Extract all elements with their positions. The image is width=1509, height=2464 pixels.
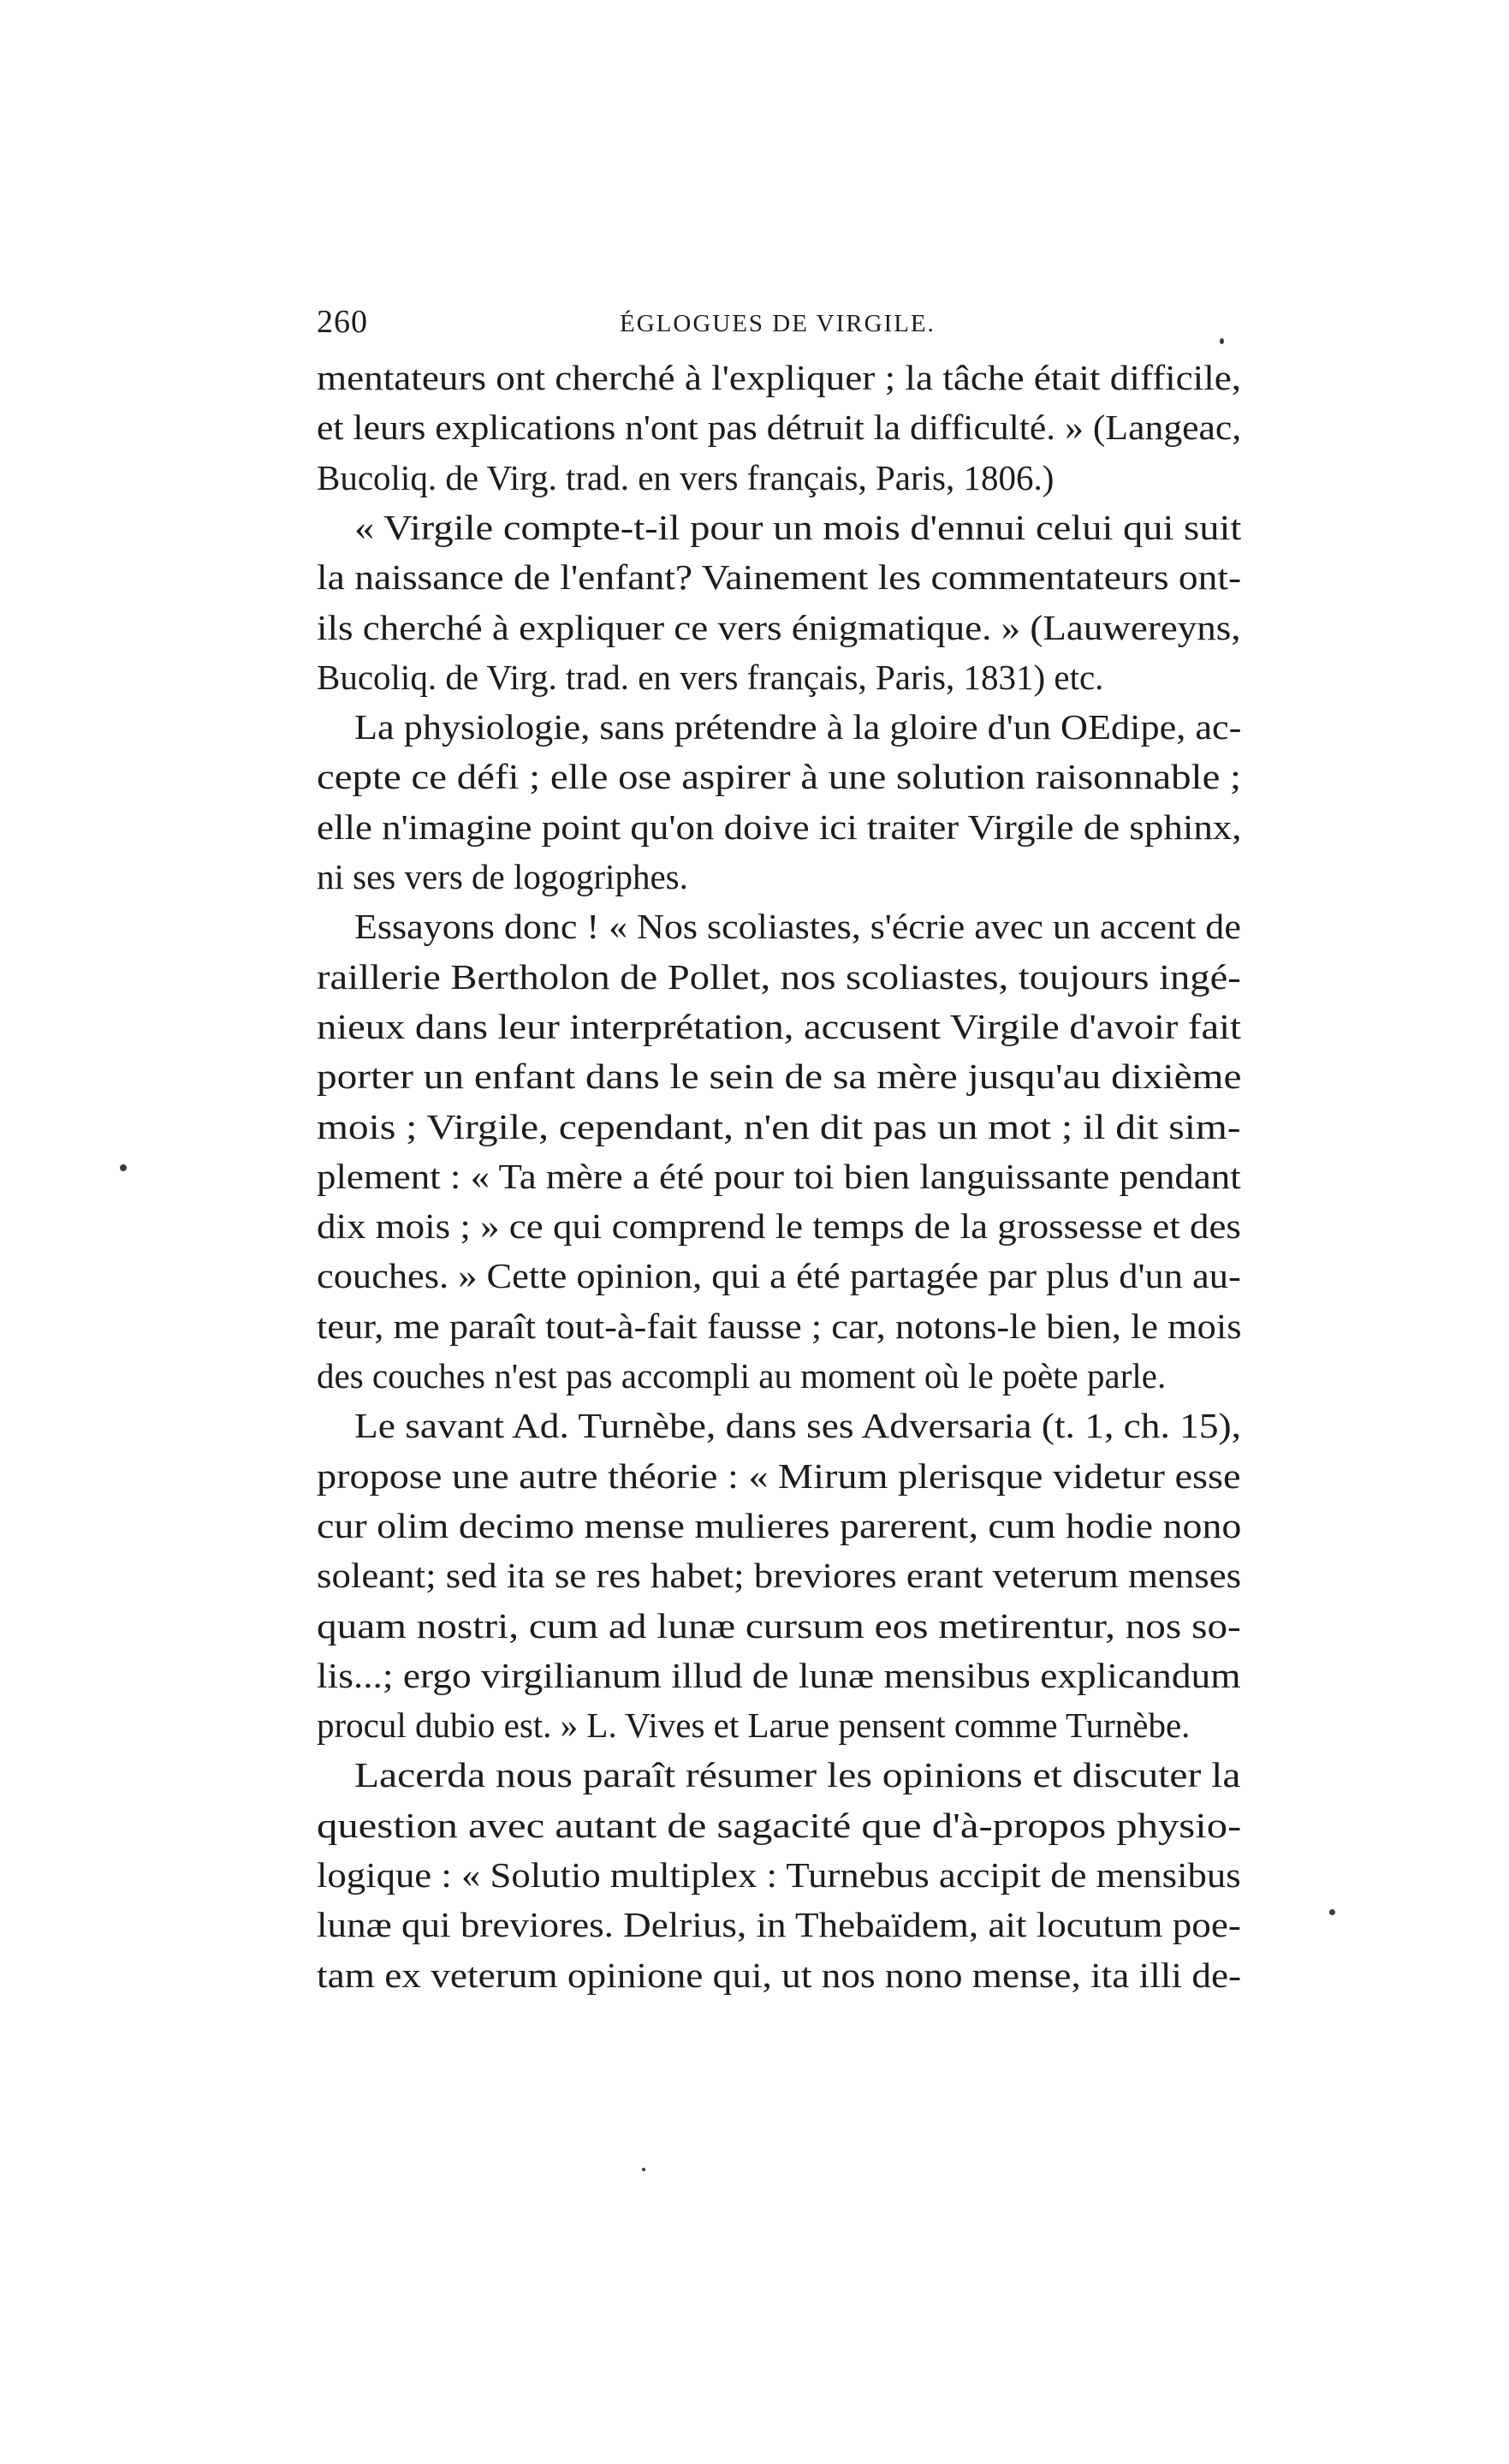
scan-speck [1329,1909,1335,1915]
text-line: procul dubio est. » L. Vives et Larue pensent comme Turnèbe. [317,1705,1191,1746]
text-line: « Virgile compte-t-il pour un mois d'ennui celui qui suit [354,507,1242,547]
text-line: ni ses vers de logogriphes. [317,857,688,896]
text-line: Le savant Ad. Turnèbe, dans ses Adversaria (t. 1, ch. 15), [354,1406,1241,1446]
text-line: la naissance de l'enfant? Vainement les commentateurs ont- [317,557,1242,598]
text-line: propose une autre théorie : « Mirum plerisque videtur esse [317,1455,1241,1496]
text-line: plement : « Ta mère a été pour toi bien languissante pendant [317,1156,1241,1196]
text-line: cur olim decimo mense mulieres parerent, cum hodie nono [317,1505,1242,1545]
text-line: porter un enfant dans le sein de sa mère jusqu'au dixième [317,1056,1242,1097]
text-line: Essayons donc ! « Nos scoliastes, s'écrie avec un accent de [354,907,1241,947]
text-line: ils cherché à expliquer ce vers énigmatique. » (Lauwereyns, [317,607,1241,647]
page-number: 260 [317,304,368,340]
text-line: nieux dans leur interprétation, accusent Virgile d'avoir fait [317,1006,1241,1046]
text-line: tam ex veterum opinione qui, ut nos nono mense, ita illi de- [317,1955,1242,1995]
text-line: La physiologie, sans prétendre à la gloire d'un OEdipe, ac- [354,707,1242,747]
text-line: lis...; ergo virgilianum illud de lunæ mensibus explicandum [317,1655,1241,1695]
text-line: Bucoliq. de Virg. trad. en vers français, Paris, 1831) etc. [317,657,1104,697]
text-line: dix mois ; » ce qui comprend le temps de la grossesse et des [317,1206,1241,1247]
text-line: couches. » Cette opinion, qui a été partagée par plus d'un au- [317,1256,1241,1296]
text-line: des couches n'est pas accompli au moment où le poète parle. [317,1356,1167,1396]
text-line: mois ; Virgile, cependant, n'en dit pas un mot ; il dit sim- [317,1106,1241,1146]
text-line: et leurs explications n'ont pas détruit la difficulté. » (Langeac, [317,408,1242,448]
scan-speck [120,1164,127,1171]
text-line: quam nostri, cum ad lunæ cursum eos metirentur, nos so- [317,1605,1241,1646]
scan-speck [642,2168,645,2171]
scan-speck [1220,338,1224,344]
running-title: ÉGLOGUES DE VIRGILE. [620,310,936,337]
text-line: mentateurs ont cherché à l'expliquer ; la tâche était difficile, [317,358,1242,397]
text-line: Lacerda nous paraît résumer les opinions et discuter la [354,1755,1241,1795]
text-line: lunæ qui breviores. Delrius, in Thebaïdem, ait locutum poe- [317,1905,1241,1945]
text-line: question avec autant de sagacité que d'à-propos physio- [317,1805,1242,1845]
text-line: logique : « Solutio multiplex : Turnebus accipit de mensibus [317,1855,1241,1895]
text-line: cepte ce défi ; elle ose aspirer à une solution raisonnable ; [317,757,1242,797]
text-line: elle n'imagine point qu'on doive ici traiter Virgile de sphinx, [317,806,1242,847]
text-line: teur, me paraît tout-à-fait fausse ; car, notons-le bien, le mois [317,1306,1242,1346]
text-line: raillerie Bertholon de Pollet, nos scoliastes, toujours ingé- [317,956,1241,997]
text-line: Bucoliq. de Virg. trad. en vers français, Paris, 1806.) [317,457,1055,497]
text-line: soleant; sed ita se res habet; breviores erant veterum menses [317,1556,1242,1596]
page-header [317,300,1241,351]
